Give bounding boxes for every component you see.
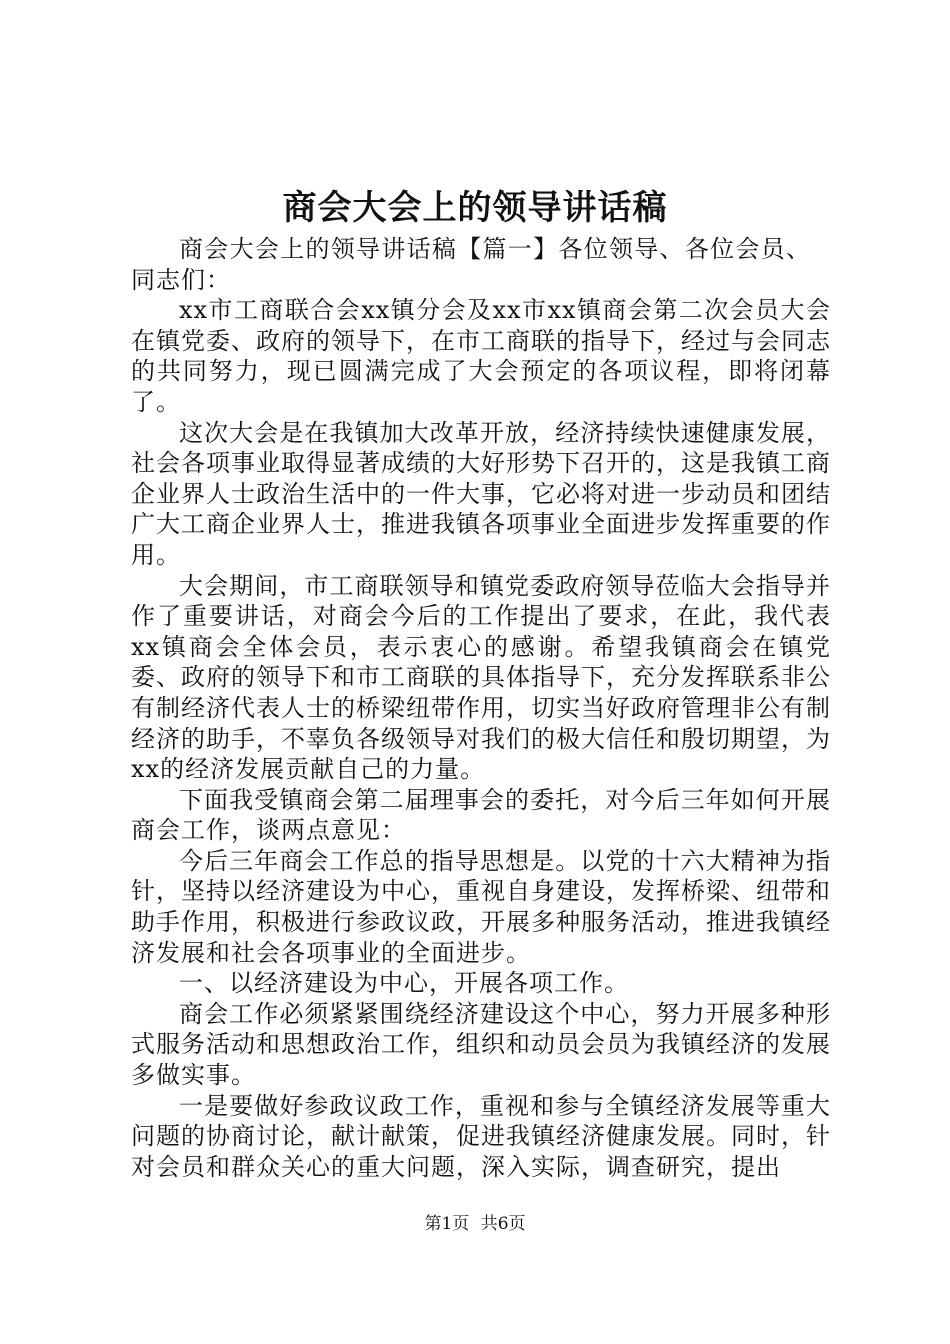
paragraph: 下面我受镇商会第二届理事会的委托，对今后三年如何开展商会工作，谈两点意见：: [131, 785, 831, 845]
paragraph: 今后三年商会工作总的指导思想是。以党的十六大精神为指针，坚持以经济建设为中心，重视自身建设，发挥桥梁、纽带和助手作用，积极进行参政议政，开展多种服务活动，推进我镇经济发展和社会各项事业的全面进步。: [131, 846, 831, 967]
paragraph: xx市工商联合会xx镇分会及xx市xx镇商会第二次会员大会在镇党委、政府的领导下，在市工商联的指导下，经过与会同志的共同努力，现已圆满完成了大会预定的各项议程，即将闭幕了。: [131, 296, 831, 416]
document-title: 商会大会上的领导讲话稿: [282, 188, 668, 228]
page-number: 第1页: [424, 1214, 470, 1234]
page-footer: [0, 1212, 950, 1236]
document-body: [131, 234, 831, 1182]
page-total: 共6页: [480, 1214, 526, 1234]
paragraph: 大会期间，市工商联领导和镇党委政府领导莅临大会指导并作了重要讲话，对商会今后的工作提出了要求，在此，我代表xx镇商会全体会员，表示衷心的感谢。希望我镇商会在镇党委、政府的领导下和市工商联的具体指导下，充分发挥联系非公有制经济代表人士的桥梁纽带作用，切实当好政府管理非公有制经济的助手，不辜负各级领导对我们的极大信任和殷切期望，为xx的经济发展贡献自己的力量。: [131, 571, 831, 784]
paragraph: 商会工作必须紧紧围绕经济建设这个中心，努力开展多种形式服务活动和思想政治工作，组织和动员会员为我镇经济的发展多做实事。: [131, 999, 831, 1090]
paragraph: 这次大会是在我镇加大改革开放，经济持续快速健康发展，社会各项事业取得显著成绩的大好形势下召开的，这是我镇工商企业界人士政治生活中的一件大事，它必将对进一步动员和团结广大工商企业界人士，推进我镇各项事业全面进步发挥重要的作用。: [131, 418, 831, 569]
paragraph-greeting: 商会大会上的领导讲话稿【篇一】各位领导、各位会员、同志们：: [131, 235, 811, 294]
paragraph: 一是要做好参政议政工作，重视和参与全镇经济发展等重大问题的协商讨论，献计献策，促进我镇经济健康发展。同时，针对会员和群众关心的重大问题，深入实际，调查研究，提出: [131, 1091, 831, 1181]
section-heading: 一、以经济建设为中心，开展各项工作。: [179, 969, 629, 998]
